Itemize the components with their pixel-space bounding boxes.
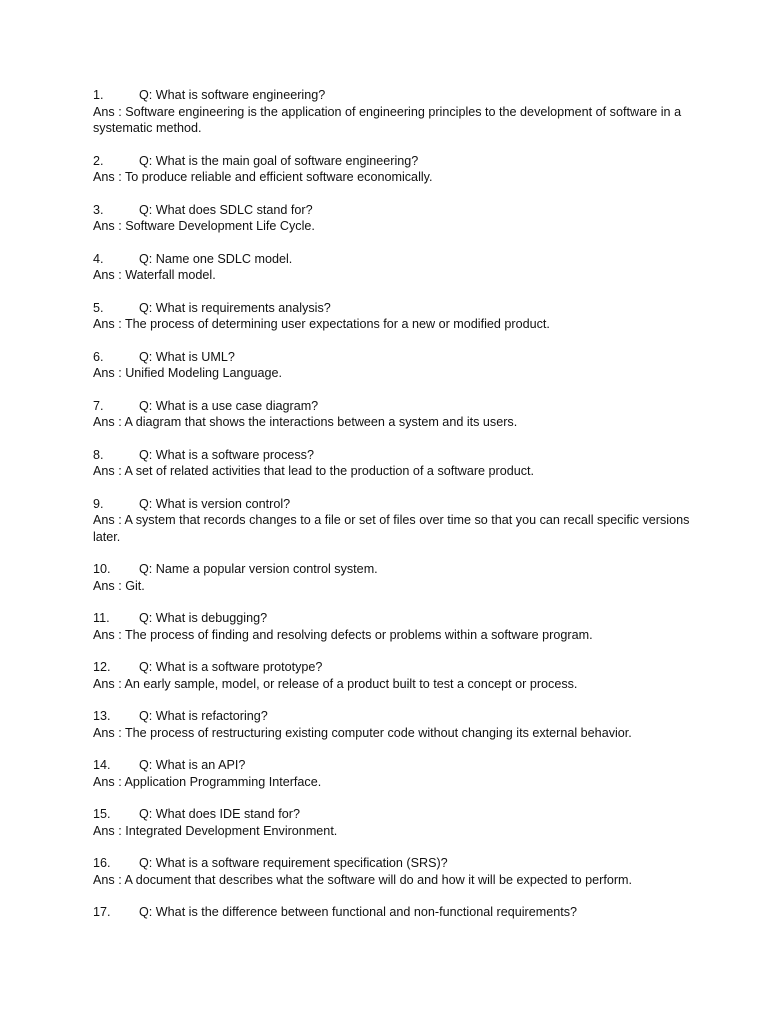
qa-item [93, 708, 693, 741]
qa-item [93, 904, 693, 921]
question-number: 4. [93, 251, 104, 266]
question-line [93, 610, 693, 627]
question-line [93, 398, 693, 415]
qa-item [93, 153, 693, 186]
question-number: 3. [93, 202, 104, 217]
question-number: 8. [93, 447, 104, 462]
question-text: Q: What is a software requirement specification (SRS)? [139, 856, 448, 870]
qa-item [93, 757, 693, 790]
question-line [93, 806, 693, 823]
qa-item [93, 610, 693, 643]
answer-text: Ans : The process of restructuring existing computer code without changing its external behavior. [93, 725, 632, 740]
answer-text: Ans : Software engineering is the application of engineering principles to the development of software in a systematic method. [93, 104, 682, 135]
qa-item [93, 349, 693, 382]
question-line [93, 855, 693, 872]
answer-text: Ans : The process of determining user expectations for a new or modified product. [93, 317, 550, 331]
question-number: 7. [93, 398, 104, 413]
question-line [93, 659, 693, 676]
answer-text: Ans : Unified Modeling Language. [93, 366, 283, 380]
question-number: 16. [93, 856, 111, 870]
answer-text: Ans : Software Development Life Cycle. [93, 219, 315, 233]
question-line [93, 153, 693, 170]
question-text: Q: What is a software prototype? [139, 660, 323, 674]
question-text: Q: What is software engineering? [139, 88, 326, 102]
qa-item [93, 659, 693, 692]
answer-text: Ans : A document that describes what the software will do and how it will be expected to perform. [93, 872, 633, 887]
question-line [93, 87, 693, 104]
question-number: 13. [93, 709, 111, 723]
question-text: Q: What is the main goal of software engineering? [139, 153, 419, 168]
question-text: Q: What is version control? [139, 496, 291, 511]
answer-text: Ans : A set of related activities that lead to the production of a software product. [93, 464, 535, 478]
answer-text: Ans : Git. [93, 578, 145, 593]
qa-item [93, 855, 693, 888]
question-text: Q: Name one SDLC model. [139, 251, 293, 266]
answer-text: Ans : Waterfall model. [93, 268, 216, 282]
answer-text: Ans : Application Programming Interface. [93, 774, 322, 789]
question-text: Q: Name a popular version control system. [139, 562, 378, 576]
question-text: Q: What is a software process? [139, 447, 314, 462]
question-text: Q: What is debugging? [139, 611, 268, 625]
qa-list [93, 87, 693, 937]
answer-text: Ans : To produce reliable and efficient software economically. [93, 170, 433, 184]
question-number: 1. [93, 88, 104, 102]
answer-text: Ans : The process of finding and resolving defects or problems within a software program. [93, 627, 593, 642]
question-text: Q: What is an API? [139, 758, 246, 772]
question-text: Q: What is refactoring? [139, 709, 268, 723]
question-line [93, 447, 693, 464]
answer-text: Ans : A diagram that shows the interactions between a system and its users. [93, 415, 518, 429]
question-line [93, 561, 693, 578]
question-number: 9. [93, 496, 104, 511]
qa-item [93, 300, 693, 333]
question-line [93, 496, 693, 513]
question-number: 12. [93, 660, 111, 674]
qa-item [93, 251, 693, 284]
answer-text: Ans : An early sample, model, or release of a product built to test a concept or process. [93, 676, 578, 691]
qa-item [93, 202, 693, 235]
question-text: Q: What is UML? [139, 349, 235, 364]
question-line [93, 251, 693, 268]
answer-text: Ans : A system that records changes to a file or set of files over time so that you can recall specific versions later. [93, 513, 690, 544]
question-number: 17. [93, 905, 111, 919]
question-text: Q: What does SDLC stand for? [139, 202, 313, 217]
question-number: 15. [93, 807, 111, 821]
question-number: 11. [93, 611, 110, 625]
question-line [93, 904, 693, 921]
qa-item [93, 561, 693, 594]
qa-item [93, 398, 693, 431]
question-text: Q: What is the difference between functional and non-functional requirements? [139, 905, 578, 919]
question-line [93, 708, 693, 725]
question-text: Q: What is a use case diagram? [139, 398, 319, 413]
question-text: Q: What does IDE stand for? [139, 807, 300, 821]
question-number: 10. [93, 562, 111, 576]
question-text: Q: What is requirements analysis? [139, 300, 331, 315]
question-line [93, 202, 693, 219]
qa-item [93, 447, 693, 480]
question-number: 6. [93, 349, 104, 364]
answer-text: Ans : Integrated Development Environment. [93, 823, 338, 838]
qa-item [93, 496, 693, 546]
question-line [93, 300, 693, 317]
qa-item [93, 806, 693, 839]
question-number: 14. [93, 758, 111, 772]
question-number: 2. [93, 153, 104, 168]
qa-item [93, 87, 693, 137]
question-number: 5. [93, 300, 104, 315]
question-line [93, 349, 693, 366]
question-line [93, 757, 693, 774]
